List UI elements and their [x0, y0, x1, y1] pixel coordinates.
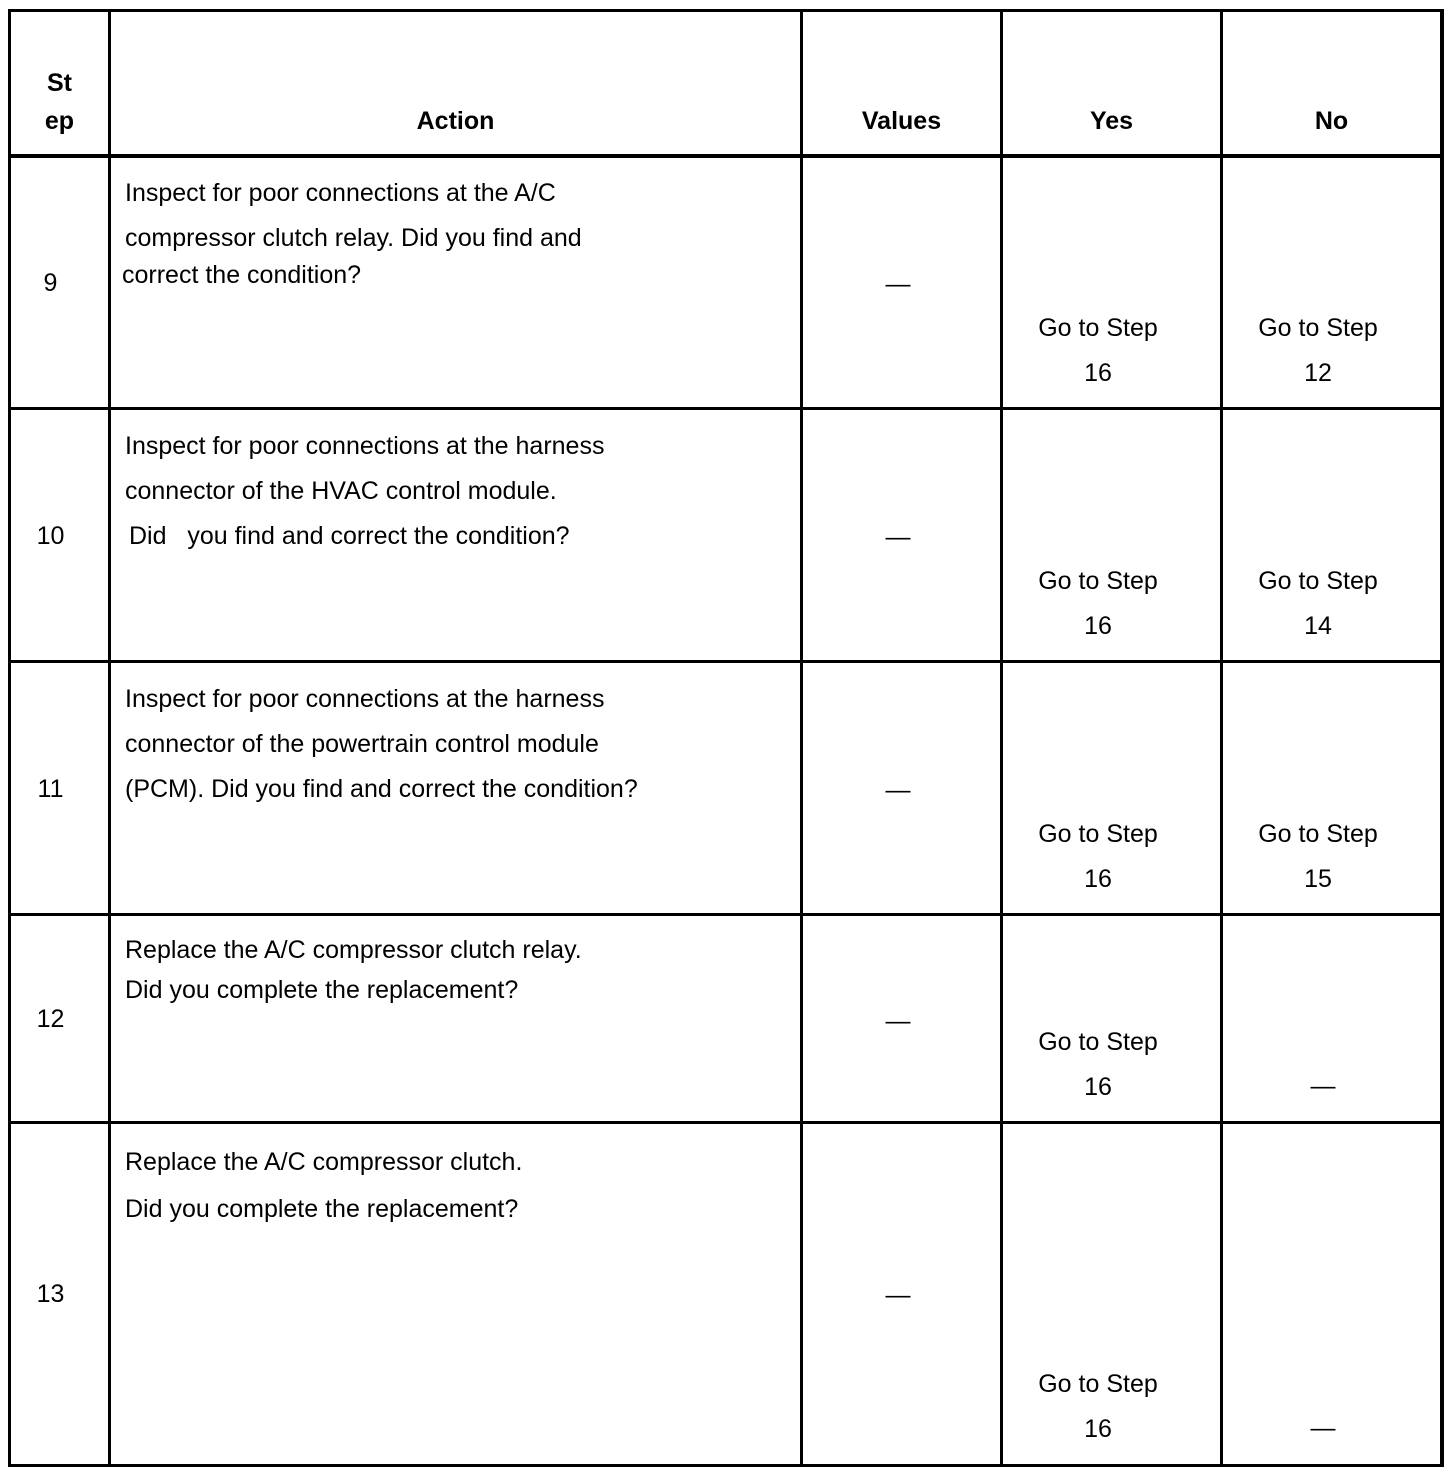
action-text: Replace the A/C compressor clutch. Did you complete the replacement? — [125, 1148, 523, 1223]
header-no: No — [1314, 107, 1349, 135]
no-next-step: — — [1310, 1414, 1336, 1442]
value-text: — — [885, 1007, 911, 1035]
step-number: 9 — [43, 269, 58, 297]
table-border-left — [8, 9, 11, 1467]
column-divider — [800, 9, 803, 1467]
table-border-right — [1440, 9, 1444, 1467]
yes-next-step: Go to Step 16 — [1038, 1370, 1158, 1443]
action-text: Replace the A/C compressor clutch relay. Did you complete the replacement? — [125, 936, 582, 1004]
no-next-step: Go to Step 12 — [1258, 314, 1378, 387]
yes-next-step: Go to Step 16 — [1038, 314, 1158, 387]
value-text: — — [885, 776, 911, 804]
no-next-step: — — [1310, 1072, 1336, 1100]
diagnostic-table — [8, 9, 1444, 1467]
column-divider — [1000, 9, 1003, 1467]
step-number: 12 — [36, 1005, 65, 1033]
table-border-bottom — [8, 1464, 1444, 1467]
row-divider — [8, 913, 1444, 916]
table-border-top — [8, 9, 1444, 12]
header-step: St ep — [44, 69, 75, 135]
yes-next-step: Go to Step 16 — [1038, 1028, 1158, 1101]
action-text: Inspect for poor connections at the A/C compressor clutch relay. Did you find and correct the condition? — [122, 179, 582, 289]
header-yes: Yes — [1089, 107, 1134, 135]
action-text: Inspect for poor connections at the harness connector of the powertrain control module (PCM). Did you find and correct the condition? — [125, 685, 638, 803]
value-text: — — [885, 1281, 911, 1309]
step-number: 13 — [36, 1280, 65, 1308]
row-divider — [8, 660, 1444, 663]
header-divider — [8, 154, 1444, 158]
row-divider — [8, 407, 1444, 410]
header-values: Values — [861, 107, 942, 135]
action-text: Inspect for poor connections at the harness connector of the HVAC control module. Did you find and correct the condition? — [125, 432, 605, 550]
step-number: 10 — [36, 522, 65, 550]
value-text: — — [885, 270, 911, 298]
column-divider — [108, 9, 111, 1467]
yes-next-step: Go to Step 16 — [1038, 820, 1158, 893]
no-next-step: Go to Step 14 — [1258, 567, 1378, 640]
value-text: — — [885, 523, 911, 551]
column-divider — [1220, 9, 1223, 1467]
no-next-step: Go to Step 15 — [1258, 820, 1378, 893]
step-number: 11 — [37, 775, 64, 803]
row-divider — [8, 1121, 1444, 1124]
header-action: Action — [416, 107, 495, 135]
yes-next-step: Go to Step 16 — [1038, 567, 1158, 640]
